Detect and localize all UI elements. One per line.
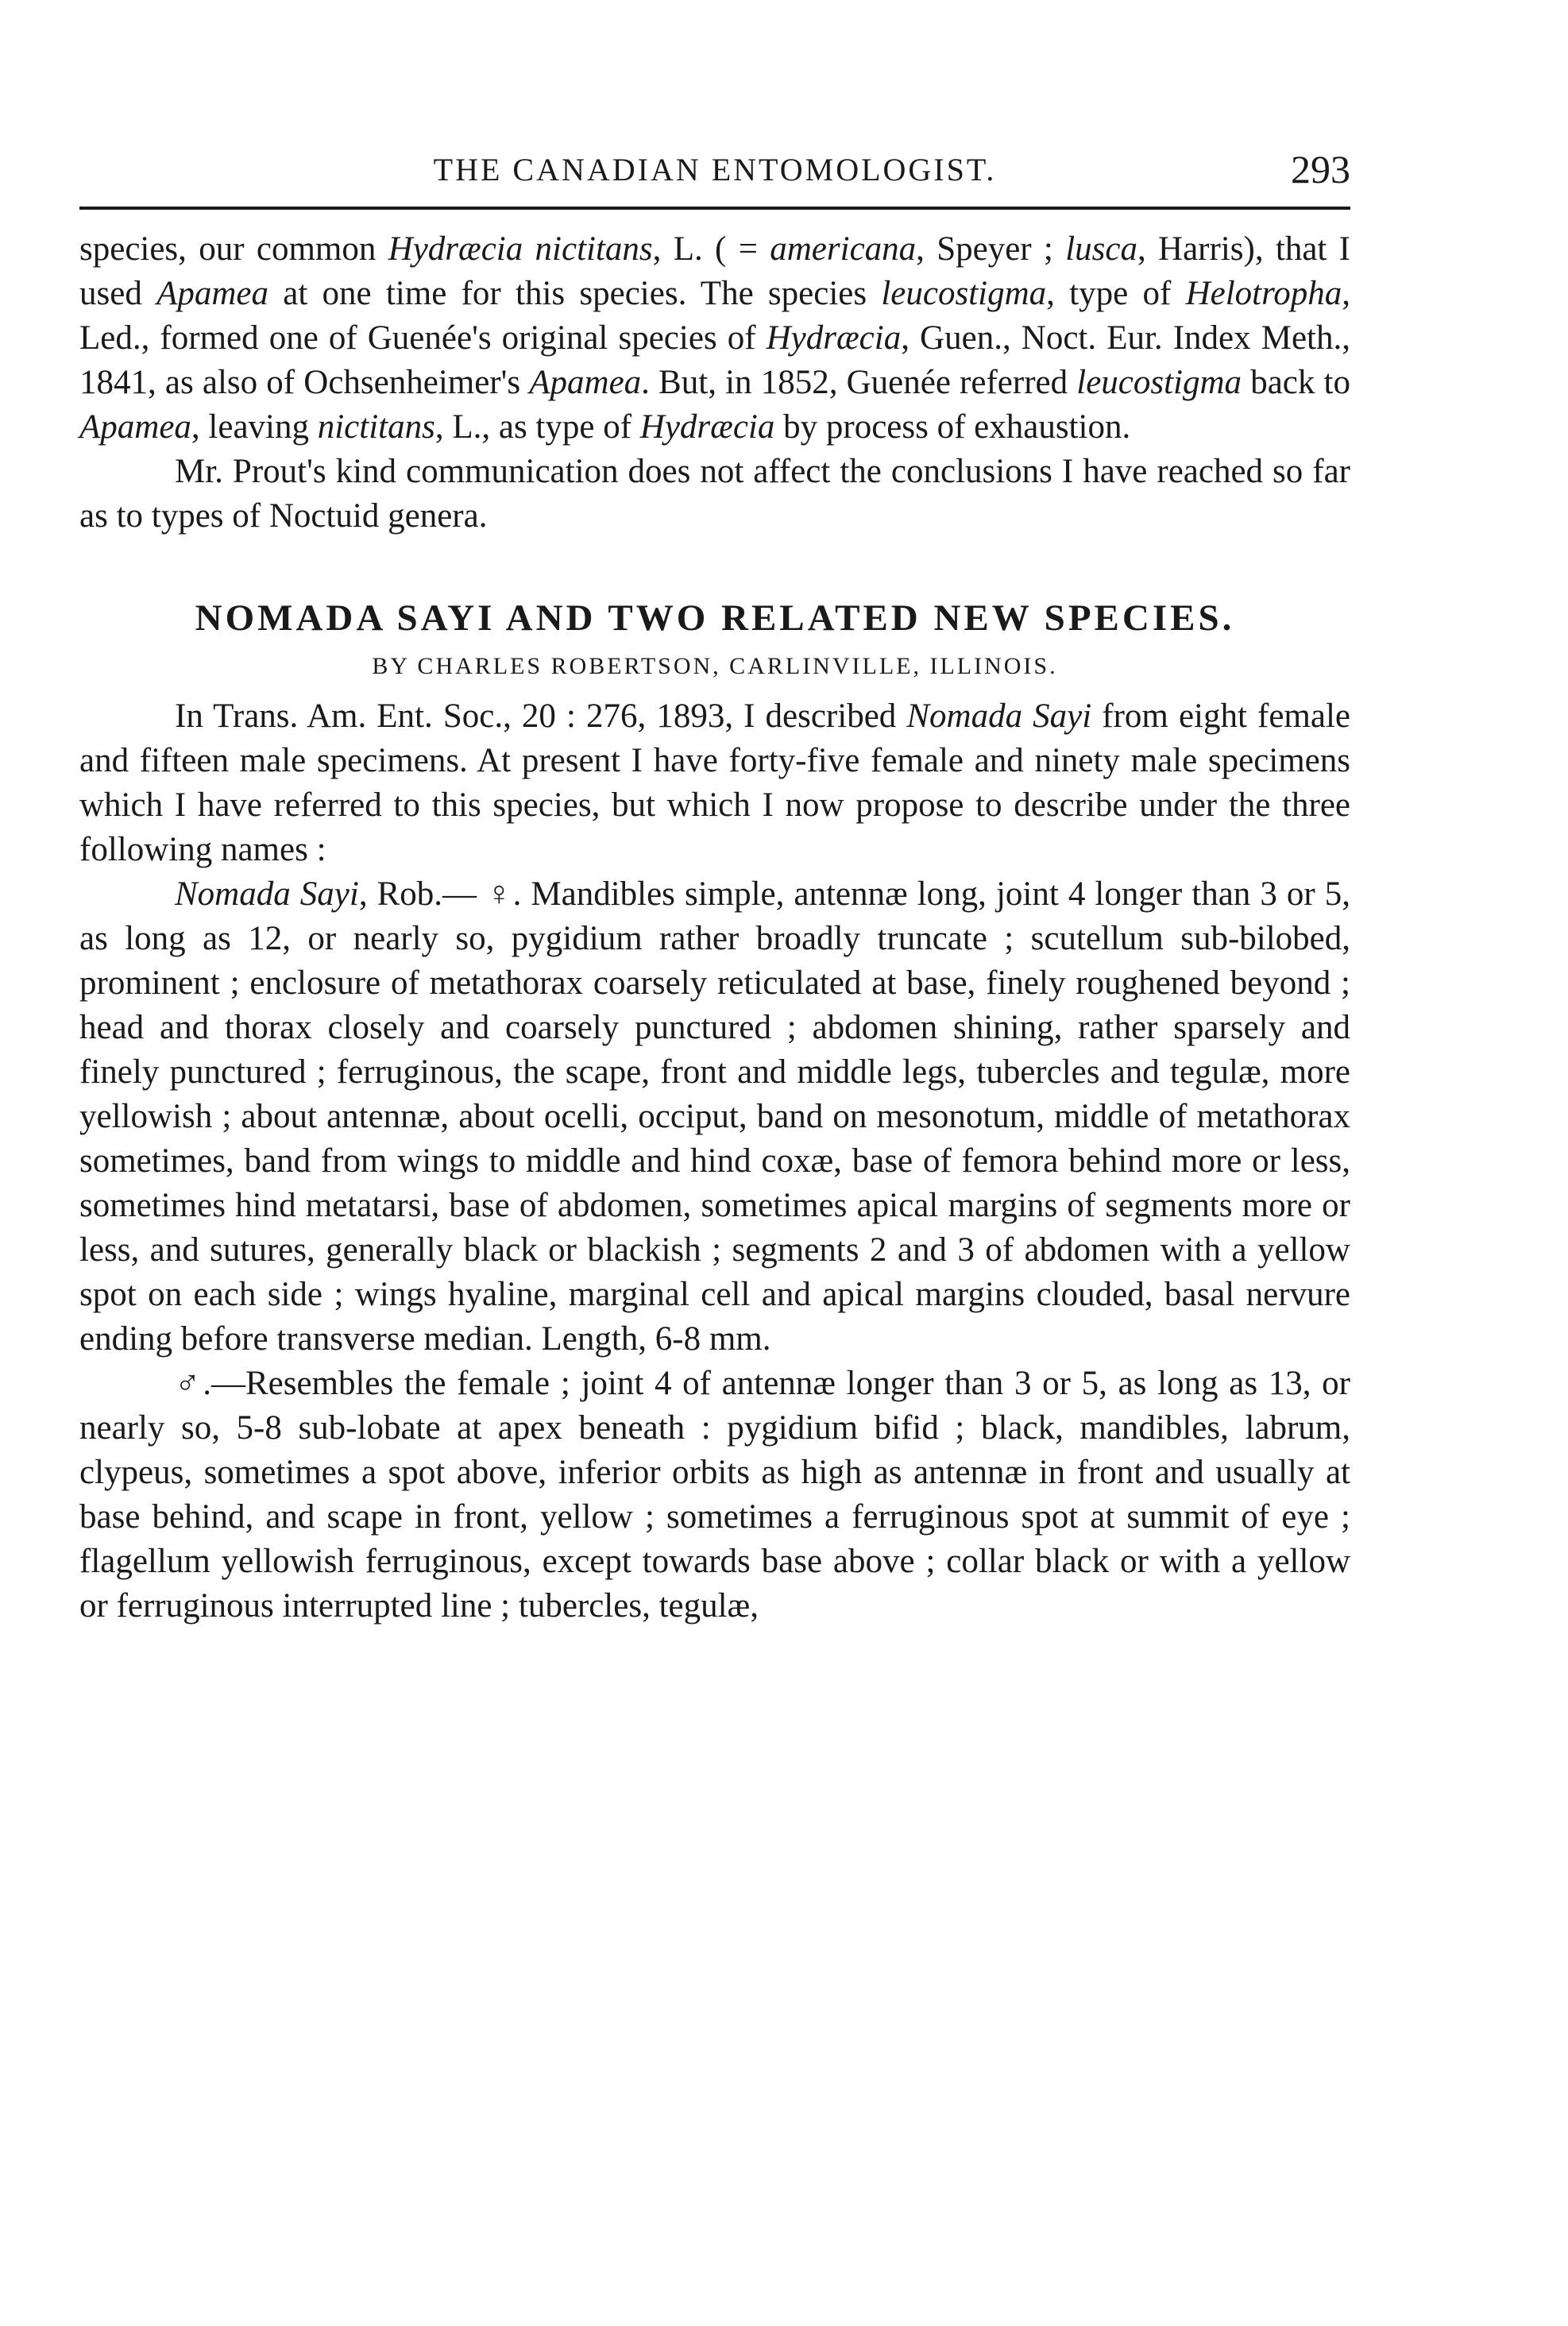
text-run: back to: [1242, 364, 1350, 401]
italic-term: leucostigma: [1076, 364, 1242, 401]
text-run: at one time for this species. The species: [268, 275, 882, 312]
text-run: , L., as type of: [434, 408, 640, 446]
text-run: Mr. Prout's kind communication does not affect the conclusions I have reached so far as to types of Noctuid genera.: [79, 453, 1350, 535]
italic-term: Hydræcia: [639, 408, 775, 446]
text-run: , Harris), that I used: [79, 230, 1350, 312]
italic-term: Helotropha: [1185, 275, 1342, 312]
previous-article-paragraph: [79, 450, 1350, 539]
text-run: , Guen., Noct. Eur. Index Meth., 1841, as also of Ochsenheimer's: [79, 319, 1350, 401]
italic-term: Nomada Sayi: [906, 697, 1092, 735]
species-description-female: [79, 872, 1350, 1362]
text-run: from eight female and fifteen male specimens. At present I have forty-five female and ninety male specimens which I have referred to this species, but which I now propose to describe under the three following names :: [79, 697, 1350, 868]
running-head: THE CANADIAN ENTOMOLOGIST.: [433, 152, 997, 187]
text-run: In Trans. Am. Ent. Soc., 20 : 276, 1893, I described: [175, 697, 907, 735]
text-run: by process of exhaustion.: [774, 408, 1131, 446]
article-title: NOMADA SAYI AND TWO RELATED NEW SPECIES.: [195, 597, 1235, 639]
text-run: , Rob.— ♀. Mandibles simple, antennæ long, joint 4 longer than 3 or 5, as long as 12, or nearly so, pygidium rather broadly truncate ; scutellum sub-bilobed, prominent ; enclosure of metathorax coarsely reticulated at base, finely roughened beyond ; head and thorax closely and coarsely punctured ; abdomen shining, rather sparsely and finely punctured ; ferruginous, the scape, front and middle legs, tubercles and tegulæ, more yellowish ; about antennæ, about ocelli, occiput, band on mesonotum, middle of metathorax sometimes, band from wings to middle and hind coxæ, base of femora behind more or less, sometimes hind metatarsi, base of abdomen, sometimes apical margins of segments more or less, and sutures, generally black or blackish ; segments 2 and 3 of abdomen with a yellow spot on each side ; wings hyaline, marginal cell and apical margins clouded, basal nervure ending before transverse median. Length, 6-8 mm.: [79, 875, 1350, 1358]
text-run: . But, in 1852, Guenée referred: [641, 364, 1077, 401]
page-number: 293: [1291, 147, 1350, 191]
italic-term: nictitans: [317, 408, 435, 446]
text-run: , leaving: [191, 408, 318, 446]
page-header: [79, 147, 1350, 207]
text-run: , Led., formed one of Guenée's original species of: [79, 275, 1350, 357]
page: [79, 147, 1350, 1629]
article-byline: BY CHARLES ROBERTSON, CARLINVILLE, ILLINOIS.: [372, 653, 1058, 679]
italic-term: Apamea: [79, 408, 191, 446]
text-run: species, our common: [79, 230, 388, 268]
italic-term: leucostigma: [881, 275, 1047, 312]
text-run: , type of: [1046, 275, 1186, 312]
article-paragraph: [79, 694, 1350, 872]
italic-term: Hydræcia: [766, 319, 902, 357]
text-run: ♂.—Resembles the female ; joint 4 of antennæ longer than 3 or 5, as long as 13, or nearly so, 5-8 sub-lobate at apex beneath : pygidium bifid ; black, mandibles, labrum, clypeus, sometimes a spot above, inferior orbits as high as antennæ in front and usually at base behind, and scape in front, yellow ; sometimes a ferruginous spot at summit of eye ; flagellum yellowish ferruginous, except towards base above ; collar black or with a yellow or ferruginous interrupted line ; tubercles, tegulæ,: [79, 1365, 1350, 1625]
italic-term: lusca: [1065, 230, 1137, 268]
species-description-male: [79, 1362, 1350, 1629]
italic-term: Nomada Sayi: [175, 875, 359, 913]
text-run: , Speyer ;: [916, 230, 1066, 268]
italic-term: Apamea: [156, 275, 268, 312]
header-rule: [79, 207, 1350, 210]
previous-article-paragraph: [79, 227, 1350, 450]
text-run: , L. ( =: [652, 230, 770, 268]
italic-term: americana: [770, 230, 917, 268]
italic-term: Apamea: [529, 364, 642, 401]
section-gap: [79, 539, 1350, 593]
italic-term: Hydræcia nictitans: [388, 230, 653, 268]
